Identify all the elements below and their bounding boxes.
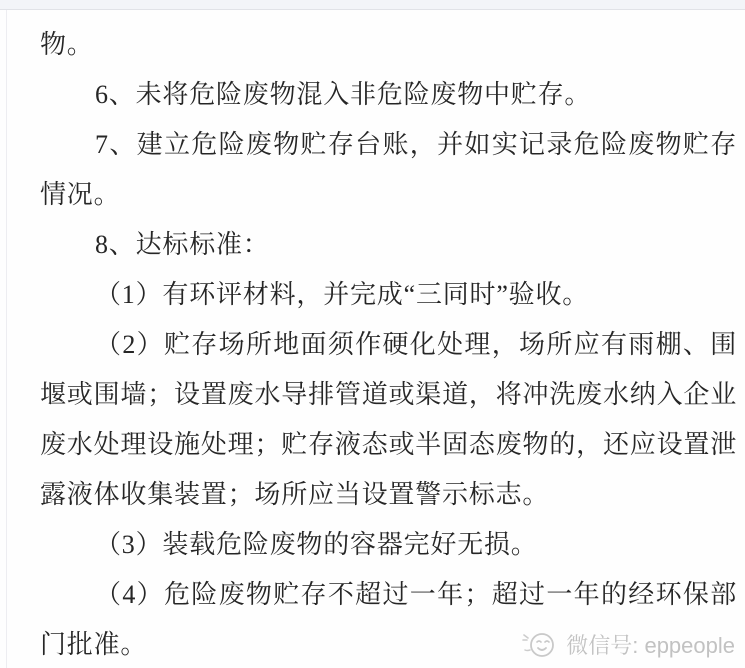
text-line: （2）贮存场所地面须作硬化处理，场所应有雨棚、围 bbox=[95, 330, 737, 359]
text-line: （3）装载危险废物的容器完好无损。 bbox=[95, 530, 538, 559]
text-line: 6、未将危险废物混入非危险废物中贮存。 bbox=[95, 80, 592, 109]
document-text-body bbox=[0, 10, 745, 668]
wechat-id-label: 微信号: eppeople bbox=[566, 632, 735, 658]
text-line: （4）危险废物贮存不超过一年；超过一年的经环保部 bbox=[95, 580, 737, 609]
text-line: 情况。 bbox=[40, 180, 121, 209]
wechat-watermark bbox=[521, 628, 735, 660]
page-top-edge bbox=[0, 0, 745, 10]
text-line: 8、达标标准： bbox=[95, 230, 270, 259]
text-line: 废水处理设施处理；贮存液态或半固态废物的，还应设置泄 bbox=[40, 430, 737, 459]
text-line: 物。 bbox=[40, 30, 94, 59]
text-line: 露液体收集装置；场所应当设置警示标志。 bbox=[40, 480, 550, 509]
text-line: 7、建立危险废物贮存台账，并如实记录危险废物贮存 bbox=[95, 130, 737, 159]
text-line: 门批准。 bbox=[40, 630, 148, 659]
text-line: 堰或围墙；设置废水导排管道或渠道，将冲洗废水纳入企业 bbox=[40, 380, 737, 409]
text-line: （1）有环评材料，并完成“三同时”验收。 bbox=[95, 280, 590, 309]
smiley-face-icon bbox=[521, 628, 559, 660]
